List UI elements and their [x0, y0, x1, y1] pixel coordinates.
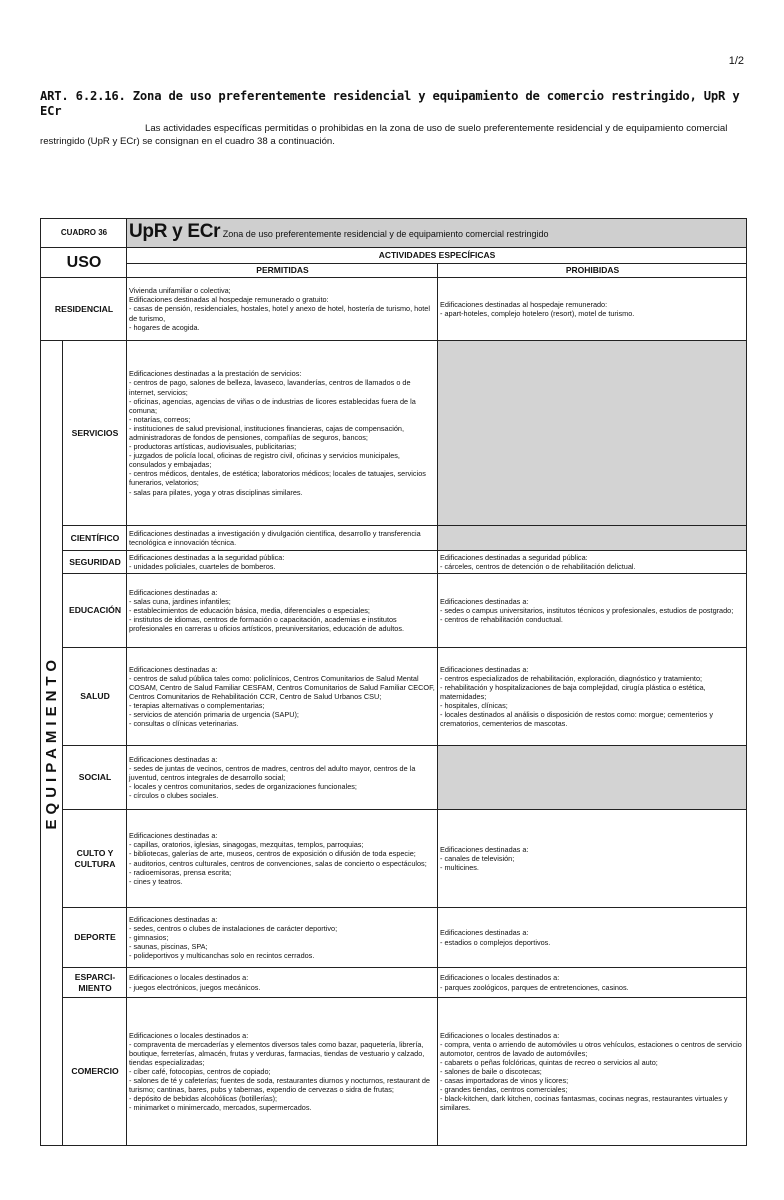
cuadro-table	[40, 218, 747, 1146]
permitidas-cell	[127, 968, 438, 998]
cuadro-label: CUADRO 36	[41, 219, 127, 248]
prohibidas-cell	[438, 341, 747, 526]
table-row	[41, 968, 747, 998]
prohibidas-cell	[438, 551, 747, 574]
permitidas-line: - terapias alternativas o complementarias;	[129, 701, 265, 711]
permitidas-line: - casas de pensión, residenciales, hostales, hotel y anexo de hotel, hostería de turismo, hotel de turismo,	[129, 304, 430, 323]
prohibidas-line: Edificaciones o locales destinados a:	[440, 973, 560, 983]
prohibidas-line: - canales de televisión;	[440, 853, 515, 863]
permitidas-line: - cíber café, fotocopias, centros de copiado;	[129, 1066, 271, 1076]
uso-category: EDUCACIÓN	[63, 574, 127, 648]
permitidas-line: - salas cuna, jardines infantiles;	[129, 596, 231, 606]
permitidas-line: - servicios de atención primaria de urgencia (SAPU);	[129, 710, 299, 720]
table-row	[41, 551, 747, 574]
prohibidas-line: - hospitales, clínicas;	[440, 701, 508, 711]
permitidas-line: - centros de pago, salones de belleza, lavaseco, lavanderías, centros de llamados o de internet, servicios;	[129, 378, 411, 397]
prohibidas-line: - parques zoológicos, parques de entretenciones, casinos.	[440, 982, 629, 992]
permitidas-line: - oficinas, agencias, agencias de viñas o de industrias de licores establecidas fuera de la comuna;	[129, 396, 416, 415]
permitidas-line: - establecimientos de educación básica, media, diferenciales o especiales;	[129, 605, 370, 615]
permitidas-cell	[127, 746, 438, 810]
prohibidas-cell	[438, 278, 747, 341]
prohibidas-cell	[438, 968, 747, 998]
prohibidas-line: Edificaciones destinadas al hospedaje remunerado:	[440, 299, 608, 309]
prohibidas-line: - cabarets o peñas folclóricas, quintas de recreo o servicios al auto;	[440, 1057, 658, 1067]
permitidas-line: - instituciones de salud previsional, instituciones financieras, cajas de compensación, administradoras de fondos de pensiones, compañías de seguros, bancos;	[129, 423, 405, 442]
uso-category: SOCIAL	[63, 746, 127, 810]
intro-paragraph: Las actividades específicas permitidas o prohibidas en la zona de uso de suelo preferentemente residencial y de equipamiento comercial restringido (UpR y ECr) se consignan en el cuadro 38 a continuación.	[40, 123, 728, 147]
permitidas-line: - capillas, oratorios, iglesias, sinagogas, mezquitas, templos, parroquias;	[129, 840, 364, 850]
permitidas-line: - hogares de acogida.	[129, 322, 200, 332]
uso-category: DEPORTE	[63, 908, 127, 968]
prohibidas-cell	[438, 810, 747, 908]
uso-category: ESPARCI-MIENTO	[63, 968, 127, 998]
permitidas-line: - gimnasios;	[129, 932, 169, 942]
permitidas-line: - consultas o clínicas veterinarias.	[129, 719, 239, 729]
permitidas-line: Edificaciones destinadas a:	[129, 914, 218, 924]
permitidas-line: Edificaciones o locales destinados a:	[129, 973, 249, 983]
table-row	[41, 998, 747, 1146]
article-title: ART. 6.2.16. Zona de uso preferentemente residencial y equipamiento de comercio restringido, UpR y ECr	[40, 89, 740, 118]
prohibidas-line: - centros especializados de rehabilitación, exploración, diagnóstico y tratamiento;	[440, 673, 703, 683]
prohibidas-line: - centros de rehabilitación conductual.	[440, 615, 563, 625]
permitidas-line: Edificaciones destinadas a la seguridad pública:	[129, 552, 285, 562]
uso-category: COMERCIO	[63, 998, 127, 1146]
permitidas-line: - salas para pilates, yoga y otras disciplinas similares.	[129, 487, 303, 497]
prohibidas-line: Edificaciones destinadas a:	[440, 844, 529, 854]
uso-header: USO	[41, 248, 127, 278]
prohibidas-cell	[438, 998, 747, 1146]
prohibidas-cell	[438, 574, 747, 648]
permitidas-line: - unidades policiales, cuarteles de bomberos.	[129, 562, 276, 571]
prohibidas-line: - estadios o complejos deportivos.	[440, 937, 551, 947]
prohibidas-line: Edificaciones o locales destinados a:	[440, 1030, 560, 1040]
permitidas-line: Edificaciones destinadas a:	[129, 754, 218, 764]
permitidas-line: - depósito de bebidas alcohólicas (botillerías);	[129, 1094, 278, 1104]
uso-category: RESIDENCIAL	[41, 278, 127, 341]
prohibidas-header: PROHIBIDAS	[438, 264, 747, 278]
table-row	[41, 341, 747, 526]
permitidas-line: - locales y centros comunitarios, sedes de organizaciones funcionales;	[129, 782, 357, 792]
table-row	[41, 574, 747, 648]
permitidas-line: - institutos de idiomas, centros de formación o capacitación, academias e institutos profesionales en carreras u oficios artísticos, preuniversitarios, educación de adultos.	[129, 615, 405, 634]
permitidas-line: - juzgados de policía local, oficinas de registro civil, oficinas y servicios municipales, consulados y embajadas;	[129, 451, 400, 470]
table-row	[41, 648, 747, 746]
permitidas-header: PERMITIDAS	[127, 264, 438, 278]
table-row	[41, 746, 747, 810]
uso-category: SERVICIOS	[63, 341, 127, 526]
prohibidas-line: - apart-hoteles, complejo hotelero (resort), motel de turismo.	[440, 309, 635, 318]
permitidas-line: - notarías, correos;	[129, 414, 191, 424]
permitidas-line: - minimarket o minimercado, mercados, supermercados.	[129, 1103, 312, 1113]
permitidas-line: - círculos o clubes sociales.	[129, 791, 219, 801]
uso-category: CIENTÍFICO	[63, 526, 127, 551]
permitidas-line: Edificaciones destinadas al hospedaje remunerado o gratuito:	[129, 295, 329, 305]
permitidas-line: - cines y teatros.	[129, 876, 183, 886]
permitidas-line: Edificaciones destinadas a:	[129, 831, 218, 841]
prohibidas-line: - locales destinados al análisis o disposición de restos como: morgue; cementerios y crematorios, cementerios de mascotas.	[440, 710, 713, 729]
permitidas-line: - sedes de juntas de vecinos, centros de madres, centros del adulto mayor, centros de la juventud, centros integrales de desarrollo social;	[129, 763, 416, 782]
permitidas-cell	[127, 648, 438, 746]
permitidas-cell	[127, 908, 438, 968]
prohibidas-line: - black-kitchen, dark kitchen, cocinas fantasmas, cocinas negras, restaurantes virtuales y similares.	[440, 1094, 728, 1113]
prohibidas-cell	[438, 746, 747, 810]
permitidas-line: - sedes, centros o clubes de instalaciones de carácter deportivo;	[129, 923, 338, 933]
prohibidas-line: - compra, venta o arriendo de automóviles u otros vehículos, estaciones o centros de servicio automotor, centros de lavado de automóviles;	[440, 1039, 742, 1058]
prohibidas-line: - grandes tiendas, centros comerciales;	[440, 1085, 568, 1095]
uso-category: SEGURIDAD	[63, 551, 127, 574]
permitidas-line: - compraventa de mercaderías y elementos diversos tales como bazar, paquetería, librería, boutique, ferreterías, almacén, frutas y verduras, farmacias, tiendas de vestuario y calzado, tiendas especializadas;	[129, 1039, 425, 1067]
permitidas-cell	[127, 526, 438, 551]
permitidas-line: Edificaciones destinadas a:	[129, 587, 218, 597]
zone-description: Zona de uso preferentemente residencial y de equipamiento comercial restringido	[222, 228, 549, 239]
zone-code: UpR y ECr	[129, 220, 221, 242]
table-row	[41, 810, 747, 908]
permitidas-line: - productoras artísticas, audiovisuales, publicitarias;	[129, 442, 297, 452]
prohibidas-cell	[438, 648, 747, 746]
permitidas-line: Vivienda unifamiliar o colectiva;	[129, 286, 231, 296]
permitidas-cell	[127, 998, 438, 1146]
permitidas-line: - juegos electrónicos, juegos mecánicos.	[129, 982, 261, 992]
prohibidas-cell	[438, 526, 747, 551]
permitidas-cell	[127, 278, 438, 341]
table-row	[41, 526, 747, 551]
permitidas-line: Edificaciones destinadas a investigación y divulgación científica, desarrollo y transferencia tecnológica e innovación técnica.	[129, 528, 421, 547]
permitidas-line: - centros de salud pública tales como: policlínicos, Centros Comunitarios de Salud Mental COSAM, Centro de Salud Familiar CESFAM, Centros Comunitarios de Salud Familiar CECOF, Centros Comunitarios de Rehabilitación CCR, Centro de Salud Urbanos CSU;	[129, 673, 435, 701]
page-number: 1/2	[728, 55, 744, 67]
table-row	[41, 908, 747, 968]
permitidas-line: Edificaciones destinadas a la prestación de servicios:	[129, 369, 302, 379]
prohibidas-cell	[438, 908, 747, 968]
prohibidas-line: - rehabilitación y hospitalizaciones de baja complejidad, cirugía plástica o estética, maternidades;	[440, 682, 706, 701]
permitidas-cell	[127, 574, 438, 648]
prohibidas-line: Edificaciones destinadas a:	[440, 928, 529, 938]
permitidas-line: - polideportivos y multicanchas solo en recintos cerrados.	[129, 951, 315, 961]
zone-banner	[127, 219, 747, 248]
prohibidas-line: - cárceles, centros de detención o de rehabilitación delictual.	[440, 562, 636, 571]
permitidas-line: Edificaciones destinadas a:	[129, 664, 218, 674]
permitidas-line: - bibliotecas, galerías de arte, museos, centros de exposición o difusión de toda especie;	[129, 849, 416, 859]
permitidas-line: - salones de té y cafeterías; fuentes de soda, restaurantes diurnos y nocturnos, restaurant de turismo; cantinas, bares, pubs y tabernas, expendio de cervezas o sidra de frutas;	[129, 1076, 430, 1095]
prohibidas-line: - salones de baile o discotecas;	[440, 1066, 542, 1076]
table-row	[41, 278, 747, 341]
prohibidas-line: Edificaciones destinadas a seguridad pública:	[440, 552, 588, 562]
equipamiento-text: EQUIPAMIENTO	[42, 654, 60, 830]
equipamiento-label	[41, 341, 63, 1146]
permitidas-line: Edificaciones o locales destinados a:	[129, 1030, 249, 1040]
permitidas-line: - radioemisoras, prensa escrita;	[129, 867, 232, 877]
prohibidas-line: - casas importadoras de vinos y licores;	[440, 1076, 569, 1086]
prohibidas-line: - sedes o campus universitarios, institutos técnicos y profesionales, estudios de postgrado;	[440, 605, 734, 615]
prohibidas-line: - multicines.	[440, 863, 479, 873]
uso-category: CULTO Y CULTURA	[63, 810, 127, 908]
prohibidas-line: Edificaciones destinadas a:	[440, 596, 529, 606]
permitidas-line: - auditorios, centros culturales, centros de convenciones, salas de concierto o espectáculos;	[129, 858, 427, 868]
actividades-header: ACTIVIDADES ESPECÍFICAS	[127, 248, 747, 264]
prohibidas-line: Edificaciones destinadas a:	[440, 664, 529, 674]
permitidas-cell	[127, 810, 438, 908]
uso-category: SALUD	[63, 648, 127, 746]
permitidas-cell	[127, 551, 438, 574]
permitidas-cell	[127, 341, 438, 526]
permitidas-line: - saunas, piscinas, SPA;	[129, 942, 208, 952]
permitidas-line: - centros médicos, dentales, de estética; laboratorios médicos; locales de tatuajes, servicios funerarios, velatorios;	[129, 469, 426, 488]
